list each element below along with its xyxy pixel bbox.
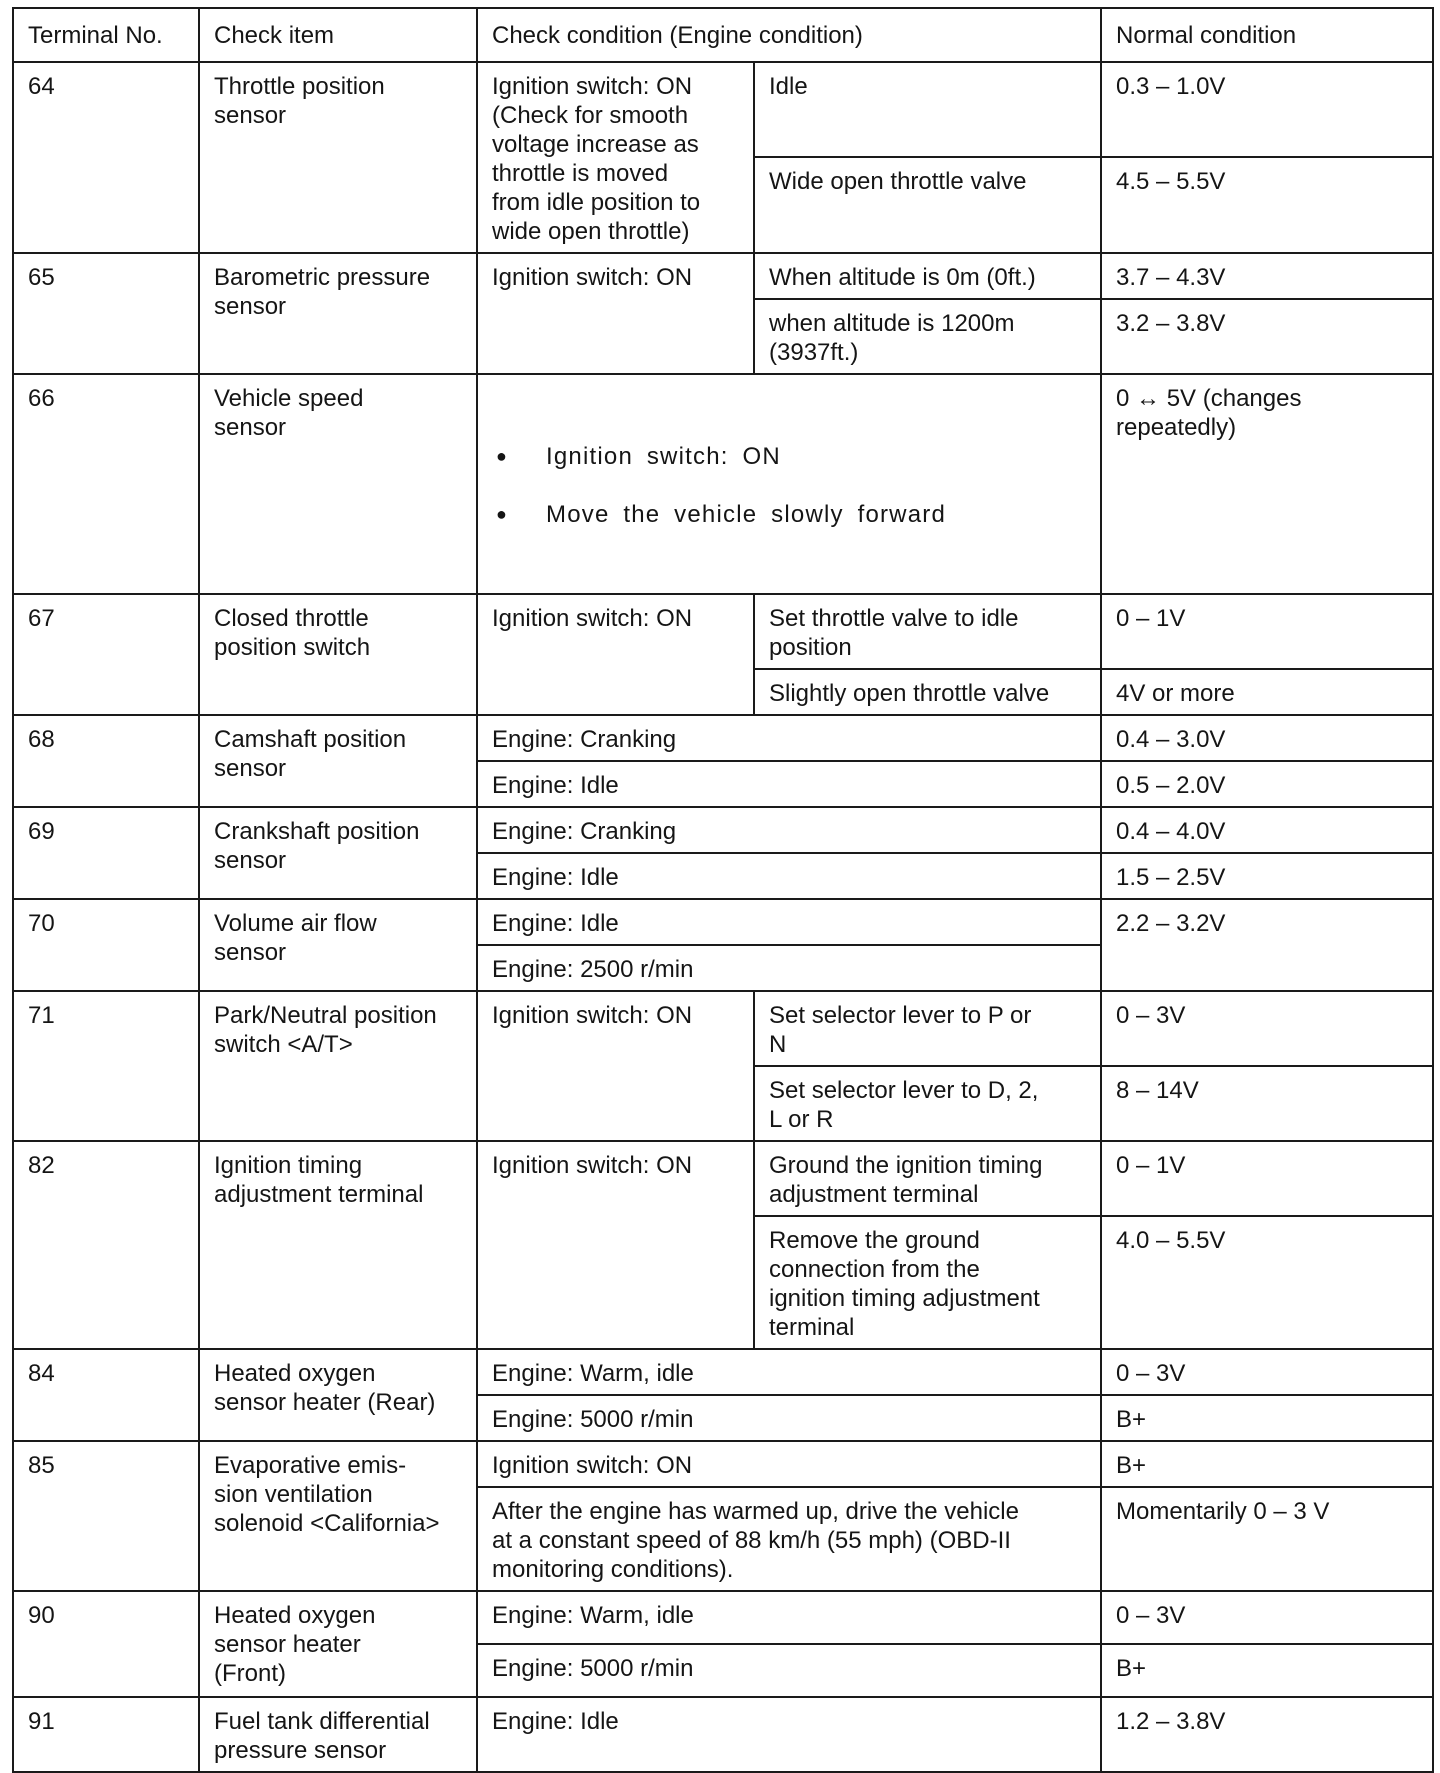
check-item: Vehicle speed sensor <box>199 374 477 594</box>
check-item: Crankshaft position sensor <box>199 807 477 899</box>
normal-value: 1.2 – 3.8V <box>1101 1697 1433 1772</box>
condition-detail: Wide open throttle valve <box>754 157 1101 253</box>
condition-detail: When altitude is 0m (0ft.) <box>754 253 1101 299</box>
check-item: Heated oxygen sensor heater (Rear) <box>199 1349 477 1441</box>
check-item: Volume air flow sensor <box>199 899 477 991</box>
terminal-number: 84 <box>13 1349 199 1441</box>
table-row <box>13 991 1433 1066</box>
normal-value: 3.7 – 4.3V <box>1101 253 1433 299</box>
table-row <box>13 374 1433 594</box>
normal-value: 8 – 14V <box>1101 1066 1433 1141</box>
normal-value: 4.5 – 5.5V <box>1101 157 1433 253</box>
check-item: Evaporative emis- sion ventilation solenoid <California> <box>199 1441 477 1591</box>
normal-value: 0.4 – 3.0V <box>1101 715 1433 761</box>
check-condition: Ignition switch: ON <box>477 991 754 1141</box>
normal-value: Momentarily 0 – 3 V <box>1101 1487 1433 1591</box>
table-row <box>13 62 1433 157</box>
condition-detail: Set throttle valve to idle position <box>754 594 1101 669</box>
check-condition: Ignition switch: ON <box>477 594 754 715</box>
check-condition <box>477 374 1101 594</box>
check-item: Park/Neutral position switch <A/T> <box>199 991 477 1141</box>
check-item: Throttle position sensor <box>199 62 477 253</box>
header-check-item: Check item <box>199 8 477 62</box>
table-row <box>13 715 1433 761</box>
header-terminal-no: Terminal No. <box>13 8 199 62</box>
check-condition: Engine: Warm, idle <box>477 1349 1101 1395</box>
normal-value: 0 ↔ 5V (changes repeatedly) <box>1101 374 1433 594</box>
check-condition: Engine: Cranking <box>477 715 1101 761</box>
condition-detail: Remove the ground connection from the ignition timing adjustment terminal <box>754 1216 1101 1349</box>
terminal-number: 70 <box>13 899 199 991</box>
table-row <box>13 1441 1433 1487</box>
normal-value: 0 – 1V <box>1101 594 1433 669</box>
table-row <box>13 1591 1433 1644</box>
table-row <box>13 899 1433 945</box>
normal-value: 0 – 3V <box>1101 1349 1433 1395</box>
terminal-number: 82 <box>13 1141 199 1349</box>
terminal-number: 67 <box>13 594 199 715</box>
check-condition: Ignition switch: ON <box>477 1441 1101 1487</box>
table-row <box>13 1349 1433 1395</box>
condition-detail: Set selector lever to P or N <box>754 991 1101 1066</box>
normal-value: 0.5 – 2.0V <box>1101 761 1433 807</box>
terminal-number: 68 <box>13 715 199 807</box>
table-row <box>13 253 1433 299</box>
check-item: Heated oxygen sensor heater (Front) <box>199 1591 477 1697</box>
terminal-number: 65 <box>13 253 199 374</box>
check-condition: After the engine has warmed up, drive the vehicle at a constant speed of 88 km/h (55 mph) (OBD-II monitoring conditions). <box>477 1487 1101 1591</box>
condition-detail: Idle <box>754 62 1101 157</box>
terminal-number: 64 <box>13 62 199 253</box>
check-condition: Engine: 5000 r/min <box>477 1395 1101 1441</box>
check-item: Ignition timing adjustment terminal <box>199 1141 477 1349</box>
condition-detail: when altitude is 1200m (3937ft.) <box>754 299 1101 374</box>
header-check-condition: Check condition (Engine condition) <box>477 8 1101 62</box>
terminal-number: 85 <box>13 1441 199 1591</box>
normal-value: 0 – 3V <box>1101 1591 1433 1644</box>
check-item: Fuel tank differential pressure sensor <box>199 1697 477 1772</box>
normal-value: 4.0 – 5.5V <box>1101 1216 1433 1349</box>
check-item: Camshaft position sensor <box>199 715 477 807</box>
check-condition: Ignition switch: ON <box>477 1141 754 1349</box>
check-item: Barometric pressure sensor <box>199 253 477 374</box>
table-row <box>13 1141 1433 1216</box>
header-row <box>13 8 1433 62</box>
check-condition: Ignition switch: ON (Check for smooth voltage increase as throttle is moved from idle position to wide open throttle) <box>477 62 754 253</box>
check-condition: Engine: Idle <box>477 853 1101 899</box>
check-condition: Ignition switch: ON <box>477 253 754 374</box>
normal-value: 0.4 – 4.0V <box>1101 807 1433 853</box>
terminal-number: 91 <box>13 1697 199 1772</box>
normal-value: 1.5 – 2.5V <box>1101 853 1433 899</box>
check-condition: Engine: Idle <box>477 1697 1101 1772</box>
normal-value: B+ <box>1101 1441 1433 1487</box>
terminal-number: 71 <box>13 991 199 1141</box>
check-condition: Engine: 5000 r/min <box>477 1644 1101 1697</box>
check-item: Closed throttle position switch <box>199 594 477 715</box>
normal-value: 3.2 – 3.8V <box>1101 299 1433 374</box>
check-condition: Engine: Idle <box>477 761 1101 807</box>
normal-value: B+ <box>1101 1395 1433 1441</box>
normal-value: 0 – 3V <box>1101 991 1433 1066</box>
table-row <box>13 807 1433 853</box>
condition-detail: Ground the ignition timing adjustment terminal <box>754 1141 1101 1216</box>
check-condition: Engine: Idle <box>477 899 1101 945</box>
terminal-check-table <box>12 7 1434 1773</box>
terminal-number: 66 <box>13 374 199 594</box>
header-normal-condition: Normal condition <box>1101 8 1433 62</box>
bullet-item: ● Ignition switch: ON <box>492 442 1088 471</box>
terminal-number: 69 <box>13 807 199 899</box>
bullet-list <box>492 413 1088 558</box>
table-row <box>13 1697 1433 1772</box>
check-condition: Engine: 2500 r/min <box>477 945 1101 991</box>
normal-value: 2.2 – 3.2V <box>1101 899 1433 991</box>
normal-value: 0 – 1V <box>1101 1141 1433 1216</box>
terminal-number: 90 <box>13 1591 199 1697</box>
normal-value: B+ <box>1101 1644 1433 1697</box>
bullet-item: ● Move the vehicle slowly forward <box>492 500 1088 529</box>
check-condition: Engine: Cranking <box>477 807 1101 853</box>
table-row <box>13 594 1433 669</box>
normal-value: 0.3 – 1.0V <box>1101 62 1433 157</box>
check-condition: Engine: Warm, idle <box>477 1591 1101 1644</box>
condition-detail: Set selector lever to D, 2, L or R <box>754 1066 1101 1141</box>
condition-detail: Slightly open throttle valve <box>754 669 1101 715</box>
normal-value: 4V or more <box>1101 669 1433 715</box>
